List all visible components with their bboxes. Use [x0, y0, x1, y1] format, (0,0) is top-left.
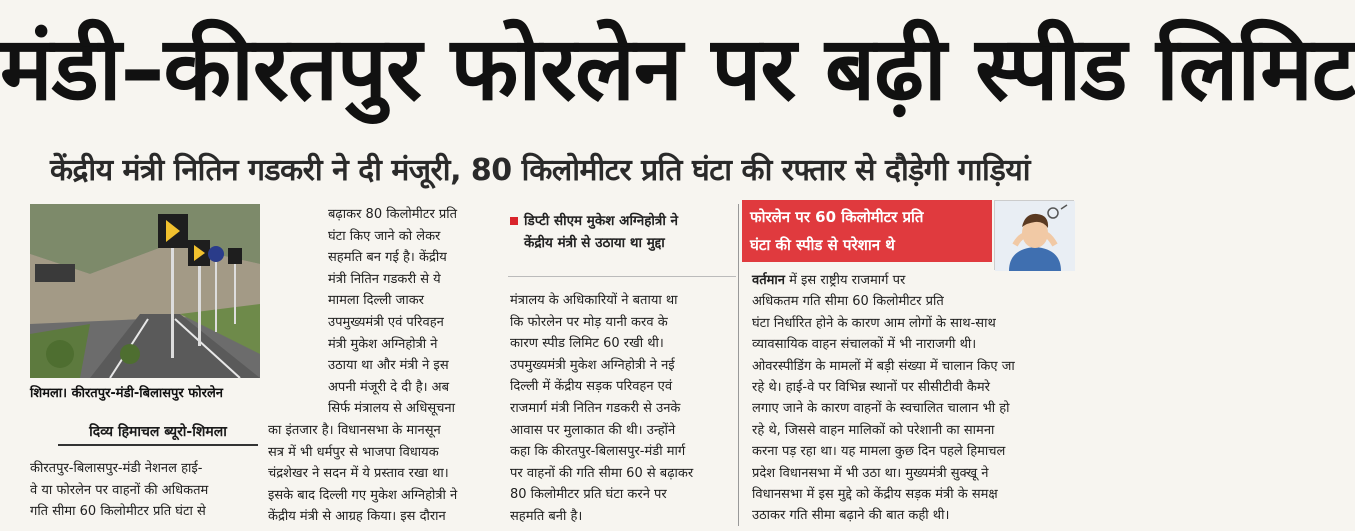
photo-caption: शिमला। कीरतपुर-मंडी-बिलासपुर फोरलेन [30, 386, 224, 401]
sidebar-line: प्रदेश विधानसभा में भी उठा था। मुख्यमंत्री सुक्खू ने [752, 465, 989, 481]
col3-line: कारण स्पीड लिमिट 60 रखी थी। [510, 336, 664, 352]
sidebar-line: अधिकतम गति सीमा 60 किलोमीटर प्रति [752, 294, 944, 310]
sidebar-line: रहे थे, जिससे वाहन मालिकों को परेशानी का सामना [752, 422, 995, 438]
col1-line: गति सीमा 60 किलोमीटर प्रति घंटा से [30, 504, 206, 520]
col2-line: बढ़ाकर 80 किलोमीटर प्रति [328, 207, 458, 222]
col3-line: कि फोरलेन पर मोड़ यानी करव के [510, 314, 668, 330]
col2-line: मंत्री नितिन गडकरी से ये [328, 271, 441, 287]
col3-line: दिल्ली में केंद्रीय सड़क परिवहन एवं [510, 379, 673, 395]
col3-line: राजमार्ग मंत्री नितिन गडकरी से उनके [510, 400, 681, 416]
stressed-man-icon [995, 201, 1075, 271]
highway-photo [30, 204, 260, 378]
col2-line: इसके बाद दिल्ली गए मुकेश अग्निहोत्री ने [268, 487, 458, 503]
col2-line: घंटा किए जाने को लेकर [328, 228, 441, 244]
col2-line: सहमति बन गई है। केंद्रीय [328, 250, 447, 266]
sidebar-line: ओवरस्पीडिंग के मामलों में बड़ी संख्या में चालान किए जा [752, 358, 1015, 374]
pull-quote-line: डिप्टी सीएम मुकेश अग्निहोत्री ने [524, 213, 679, 229]
highway-photo-icon [30, 204, 260, 378]
col2-line: चंद्रशेखर ने सदन में ये प्रस्ताव रखा था। [268, 466, 449, 482]
pull-quote-line: केंद्रीय मंत्री से उठाया था मुद्दा [524, 235, 665, 251]
column-2-text [268, 204, 503, 528]
headline: मंडी–कीरतपुर फोरलेन पर बढ़ी स्पीड लिमिट [0, 17, 1355, 120]
sidebar-line: रहे थे। हाई-वे पर विभिन्न स्थानों पर सीसीटीवी कैमरे [752, 380, 990, 396]
sidebar-line: उठाकर गति सीमा बढ़ाने की बात कही थी। [752, 508, 950, 524]
column-3-text [510, 290, 735, 528]
col3-line: सहमति बनी है। [510, 508, 583, 524]
sidebar-line: में इस राष्ट्रीय राजमार्ग पर [785, 273, 906, 288]
col2-line: उठाया था और मंत्री ने इस [328, 358, 449, 374]
pull-quote [510, 210, 725, 270]
sidebar-lead-word: वर्तमान [752, 273, 785, 288]
sidebar-heading-line: घंटा की स्पीड से परेशान थे [750, 236, 895, 254]
col1-line: वे या फोरलेन पर वाहनों की अधिकतम [30, 482, 209, 498]
col2-line: सिर्फ मंत्रालय से अधिसूचना [328, 401, 455, 417]
sidebar-body [752, 270, 1072, 527]
sidebar-line: विधानसभा में इस मुद्दे को केंद्रीय सड़क मंत्री के समक्ष [752, 487, 998, 503]
col2-line: अपनी मंजूरी दे दी है। अब [328, 379, 450, 395]
stressed-man-illustration [994, 200, 1074, 270]
sidebar-line: करना पड़ रहा था। यह मामला कुछ दिन पहले हिमाचल [752, 444, 1006, 460]
pull-quote-divider [508, 276, 736, 277]
bureau-byline: दिव्य हिमाचल ब्यूरो-शिमला [58, 420, 258, 446]
sidebar-heading-line: फोरलेन पर 60 किलोमीटर प्रति [750, 208, 924, 226]
col3-line: 80 किलोमीटर प्रति घंटा करने पर [510, 487, 667, 503]
col3-line: आवास पर मुलाकात की थी। उन्होंने [510, 422, 676, 438]
col2-line: सत्र में भी धर्मपुर से भाजपा विधायक [268, 444, 439, 460]
column-divider [738, 204, 739, 526]
col3-line: मंत्रालय के अधिकारियों ने बताया था [510, 293, 678, 308]
sidebar-story [742, 200, 1075, 531]
col2-line: केंद्रीय मंत्री से आग्रह किया। इस दौरान [268, 509, 446, 525]
red-square-bullet-icon [510, 217, 518, 225]
sidebar-line: व्यावसायिक वाहन संचालकों में भी नाराजगी थी। [752, 337, 977, 353]
column-1-text [30, 458, 260, 523]
col2-line: मामला दिल्ली जाकर [328, 293, 424, 309]
col2-line: मंत्री मुकेश अग्निहोत्री ने [328, 336, 438, 352]
col1-line: कीरतपुर-बिलासपुर-मंडी नेशनल हाई- [30, 461, 203, 476]
col2-line: का इंतजार है। विधानसभा के मानसून [268, 422, 441, 438]
col2-line: उपमुख्यमंत्री एवं परिवहन [328, 314, 444, 330]
sidebar-heading [742, 200, 992, 262]
subheadline: केंद्रीय मंत्री नितिन गडकरी ने दी मंजूरी, 80 किलोमीटर प्रति घंटा की रफ्तार से दौड़ेगी गाड़ियां [49, 153, 1031, 188]
col3-line: पर वाहनों की गति सीमा 60 से बढ़ाकर [510, 465, 694, 481]
col3-line: उपमुख्यमंत्री मुकेश अग्निहोत्री ने नई [510, 357, 675, 373]
sidebar-line: घंटा निर्धारित होने के कारण आम लोगों के साथ-साथ [752, 315, 996, 331]
sidebar-line: लगाए जाने के कारण वाहनों के स्वचालित चालान भी हो [752, 401, 1010, 417]
col3-line: कहा कि कीरतपुर-बिलासपुर-मंडी मार्ग [510, 444, 686, 460]
